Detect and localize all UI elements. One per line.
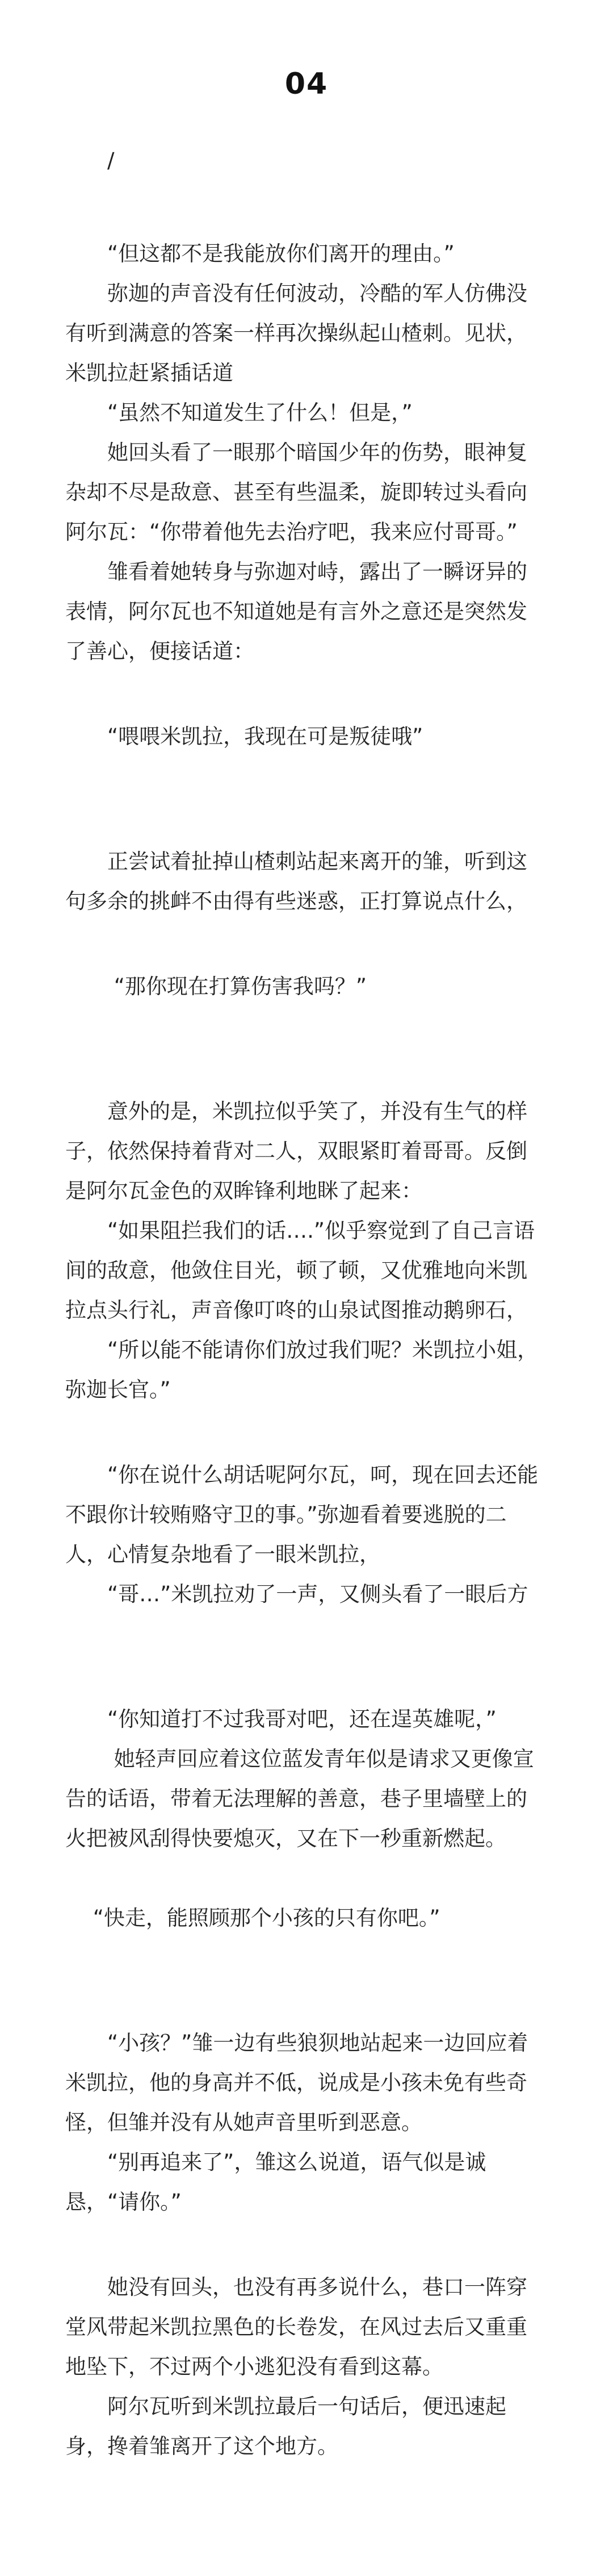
- paragraph-slash: /: [65, 148, 115, 173]
- paragraph-dialogue-10: “快走，能照顾那个小孩的只有你吧。”: [65, 1906, 440, 1930]
- paragraph-dialogue-11: “小孩？”雏一边有些狼狈地站起来一边回应着米凯拉，他的身高并不低，说成是小孩未免有些奇怪，但雏并没有从她声音里听到恶意。: [65, 2031, 528, 2135]
- paragraph-narration-3: 雏看着她转身与弥迦对峙，露出了一瞬讶异的表情，阿尔瓦也不知道她是有言外之意还是突然发了善心，便接话道：: [65, 560, 527, 663]
- paragraph-narration-2: 她回头看了一眼那个暗国少年的伤势，眼神复杂却不尽是敌意、甚至有些温柔，旋即转过头看向阿尔瓦：“你带着他先去治疗吧，我来应付哥哥。”: [65, 440, 527, 544]
- paragraph-dialogue-6: “所以能不能请你们放过我们呢？米凯拉小姐，弥迦长官。”: [65, 1338, 539, 1402]
- paragraph-dialogue-4: “那你现在打算伤害我吗？”: [65, 974, 367, 999]
- paragraph-narration-1: 弥迦的声音没有任何波动，冷酷的军人仿佛没有听到满意的答案一样再次操纵起山楂刺。见状，米凯拉赶紧插话道: [65, 281, 527, 385]
- paragraph-narration-6: 她轻声回应着这位蓝发青年似是请求又更像宣告的话语，带着无法理解的善意，巷子里墙壁上的火把被风刮得快要熄灭，又在下一秒重新燃起。: [65, 1747, 534, 1851]
- paragraph-narration-8: 阿尔瓦听到米凯拉最后一句话后，便迅速起身，搀着雏离开了这个地方。: [65, 2394, 506, 2458]
- paragraph-narration-7: 她没有回头，也没有再多说什么，巷口一阵穿堂风带起米凯拉黑色的长卷发，在风过去后又重重地坠下，不过两个小逃犯没有看到这幕。: [65, 2275, 527, 2379]
- paragraph-dialogue-9: “你知道打不过我哥对吧，还在逞英雄呢，”: [65, 1707, 497, 1731]
- paragraph-dialogue-5: “如果阻拦我们的话….”似乎察觉到了自己言语间的敌意，他敛住目光，顿了顿，又优雅地向米凯拉点头行礼，声音像叮咚的山泉试图推动鹅卵石，: [65, 1218, 535, 1322]
- paragraph-dialogue-3: “喂喂米凯拉，我现在可是叛徒哦”: [65, 724, 423, 749]
- paragraph-dialogue-2: “虽然不知道发生了什么！但是，”: [65, 400, 413, 425]
- paragraph-dialogue-12: “别再追来了”，雏这么说道，语气似是诚恳，“请你。”: [65, 2150, 486, 2214]
- paragraph-narration-4: 正尝试着扯掉山楂刺站起来离开的雏，听到这句多余的挑衅不由得有些迷惑，正打算说点什么，: [65, 849, 527, 913]
- paragraph-narration-5: 意外的是，米凯拉似乎笑了，并没有生气的样子，依然保持着背对二人，双眼紧盯着哥哥。反倒是阿尔瓦金色的双眸锋利地眯了起来：: [65, 1099, 527, 1203]
- paragraph-dialogue-1: “但这都不是我能放你们离开的理由。”: [65, 241, 455, 266]
- paragraph-dialogue-7: “你在说什么胡话呢阿尔瓦，呵，现在回去还能不跟你计较贿赂守卫的事。”弥迦看着要逃脱的二人，心情复杂地看了一眼米凯拉，: [65, 1463, 539, 1567]
- chapter-title: 04: [284, 67, 329, 101]
- paragraph-dialogue-8: “哥…”米凯拉劝了一声，又侧头看了一眼后方: [65, 1582, 528, 1606]
